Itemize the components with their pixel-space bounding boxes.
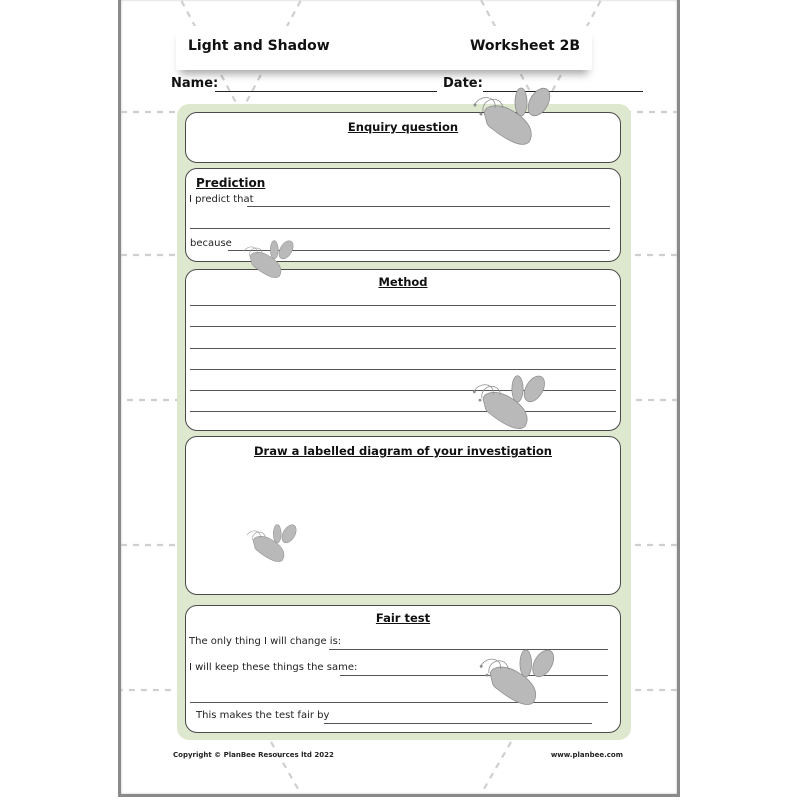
prediction-heading: Prediction (196, 176, 266, 190)
keep-line-2[interactable] (190, 702, 608, 703)
date-label: Date: (443, 76, 483, 91)
method-line-2[interactable] (190, 326, 616, 327)
predict-label: I predict that (189, 194, 254, 205)
method-line-4[interactable] (190, 369, 616, 370)
worksheet-number: Worksheet 2B (469, 38, 580, 54)
worksheet-title: Light and Shadow (188, 38, 330, 54)
sections-panel (177, 104, 631, 740)
fair-by-line[interactable] (324, 723, 592, 724)
keep-line-1[interactable] (340, 675, 608, 676)
change-label: The only thing I will change is: (189, 636, 342, 647)
prediction-box (185, 168, 621, 262)
diagram-box[interactable] (185, 436, 621, 595)
enquiry-question-box[interactable] (185, 112, 621, 163)
date-field[interactable] (483, 91, 643, 92)
copyright-text: Copyright © PlanBee Resources ltd 2022 (173, 751, 334, 759)
name-label: Name: (171, 76, 219, 91)
worksheet-page (118, 0, 680, 797)
website-link[interactable]: www.planbee.com (550, 751, 623, 759)
fair-test-box (185, 605, 621, 733)
method-box (185, 269, 621, 431)
fair-test-heading: Fair test (375, 611, 431, 625)
because-line[interactable] (228, 250, 610, 251)
enquiry-question-heading: Enquiry question (347, 120, 459, 134)
name-date-row (171, 76, 601, 94)
name-field[interactable] (215, 91, 437, 92)
diagram-heading: Draw a labelled diagram of your investigation (253, 444, 552, 458)
change-line[interactable] (329, 649, 608, 650)
keep-label: I will keep these things the same: (189, 662, 358, 673)
predict-line-1[interactable] (247, 206, 610, 207)
method-line-1[interactable] (190, 305, 616, 306)
method-line-3[interactable] (190, 348, 616, 349)
method-line-5[interactable] (190, 390, 616, 391)
method-line-6[interactable] (190, 411, 616, 412)
because-label: because (190, 238, 232, 249)
predict-line-2[interactable] (190, 228, 610, 229)
method-heading: Method (378, 275, 428, 289)
title-banner (176, 26, 592, 70)
fair-by-label: This makes the test fair by (196, 710, 330, 721)
